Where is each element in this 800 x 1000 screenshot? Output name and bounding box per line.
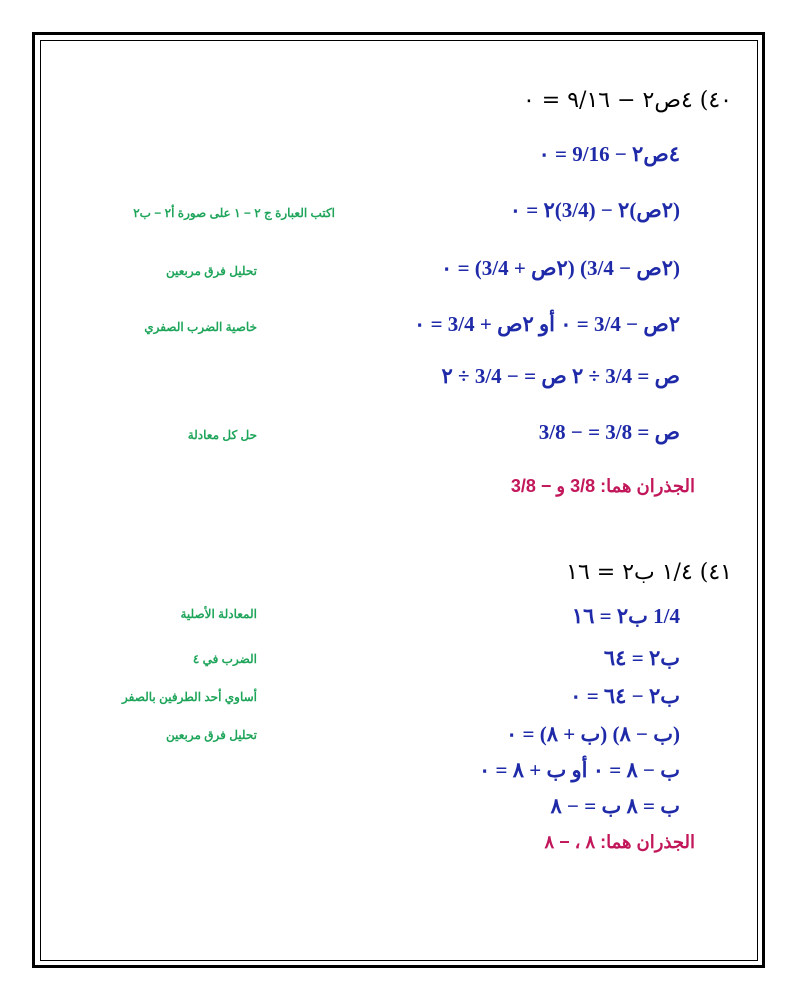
- p41-note-3: أساوي أحد الطرفين بالصفر: [122, 690, 257, 704]
- p40-note-2: اكتب العبارة ج ٢ − ١ على صورة أ٢ − ب٢: [133, 206, 335, 220]
- p41-step-2: ب٢ = ٦٤: [603, 646, 680, 670]
- p40-note-4: خاصية الضرب الصفري: [144, 320, 257, 334]
- p40-roots: الجذران هما: 3/8 و − 3/8: [510, 476, 695, 496]
- p41-step-6: ب = ٨ ب = − ٨: [550, 794, 680, 818]
- p40-step-6: ص = 3/8 = − 3/8: [538, 420, 680, 444]
- p40-step-2: (٢ص)٢ − (3/4)٢ = ٠: [509, 198, 680, 222]
- p41-step-5: ب − ٨ = ٠ أو ب + ٨ = ٠: [478, 758, 680, 782]
- page-border-inner: [40, 40, 758, 961]
- p40-step-4: ٢ص − 3/4 = ٠ أو ٢ص + 3/4 = ٠: [414, 312, 680, 336]
- p40-step-1: ٤ص٢ − 9/16 = ٠: [538, 142, 680, 166]
- p40-step-3: (٢ص − 3/4) (٢ص + 3/4) = ٠: [441, 256, 680, 280]
- p41-note-2: الضرب في ٤: [192, 652, 257, 666]
- problem-40-header: ٤٠) ٤ص٢ − ٩/١٦ = ٠: [522, 88, 732, 113]
- p40-note-6: حل كل معادلة: [187, 428, 257, 442]
- p41-note-1: المعادلة الأصلية: [180, 607, 257, 621]
- p41-step-1: 1/4 ب٢ = ١٦: [571, 604, 680, 628]
- p41-note-4: تحليل فرق مربعين: [165, 728, 257, 742]
- p41-step-4: (ب − ٨) (ب + ٨) = ٠: [505, 722, 680, 746]
- p41-roots: الجذران هما: ٨ ، − ٨: [544, 832, 695, 852]
- problem-41-header: ٤١) ١/٤ ب٢ = ١٦: [566, 560, 732, 585]
- p40-note-3: تحليل فرق مربعين: [165, 264, 257, 278]
- p40-step-5: ص = 3/4 ÷ ٢ ص = − 3/4 ÷ ٢: [441, 364, 680, 388]
- p41-step-3: ب٢ − ٦٤ = ٠: [570, 684, 680, 708]
